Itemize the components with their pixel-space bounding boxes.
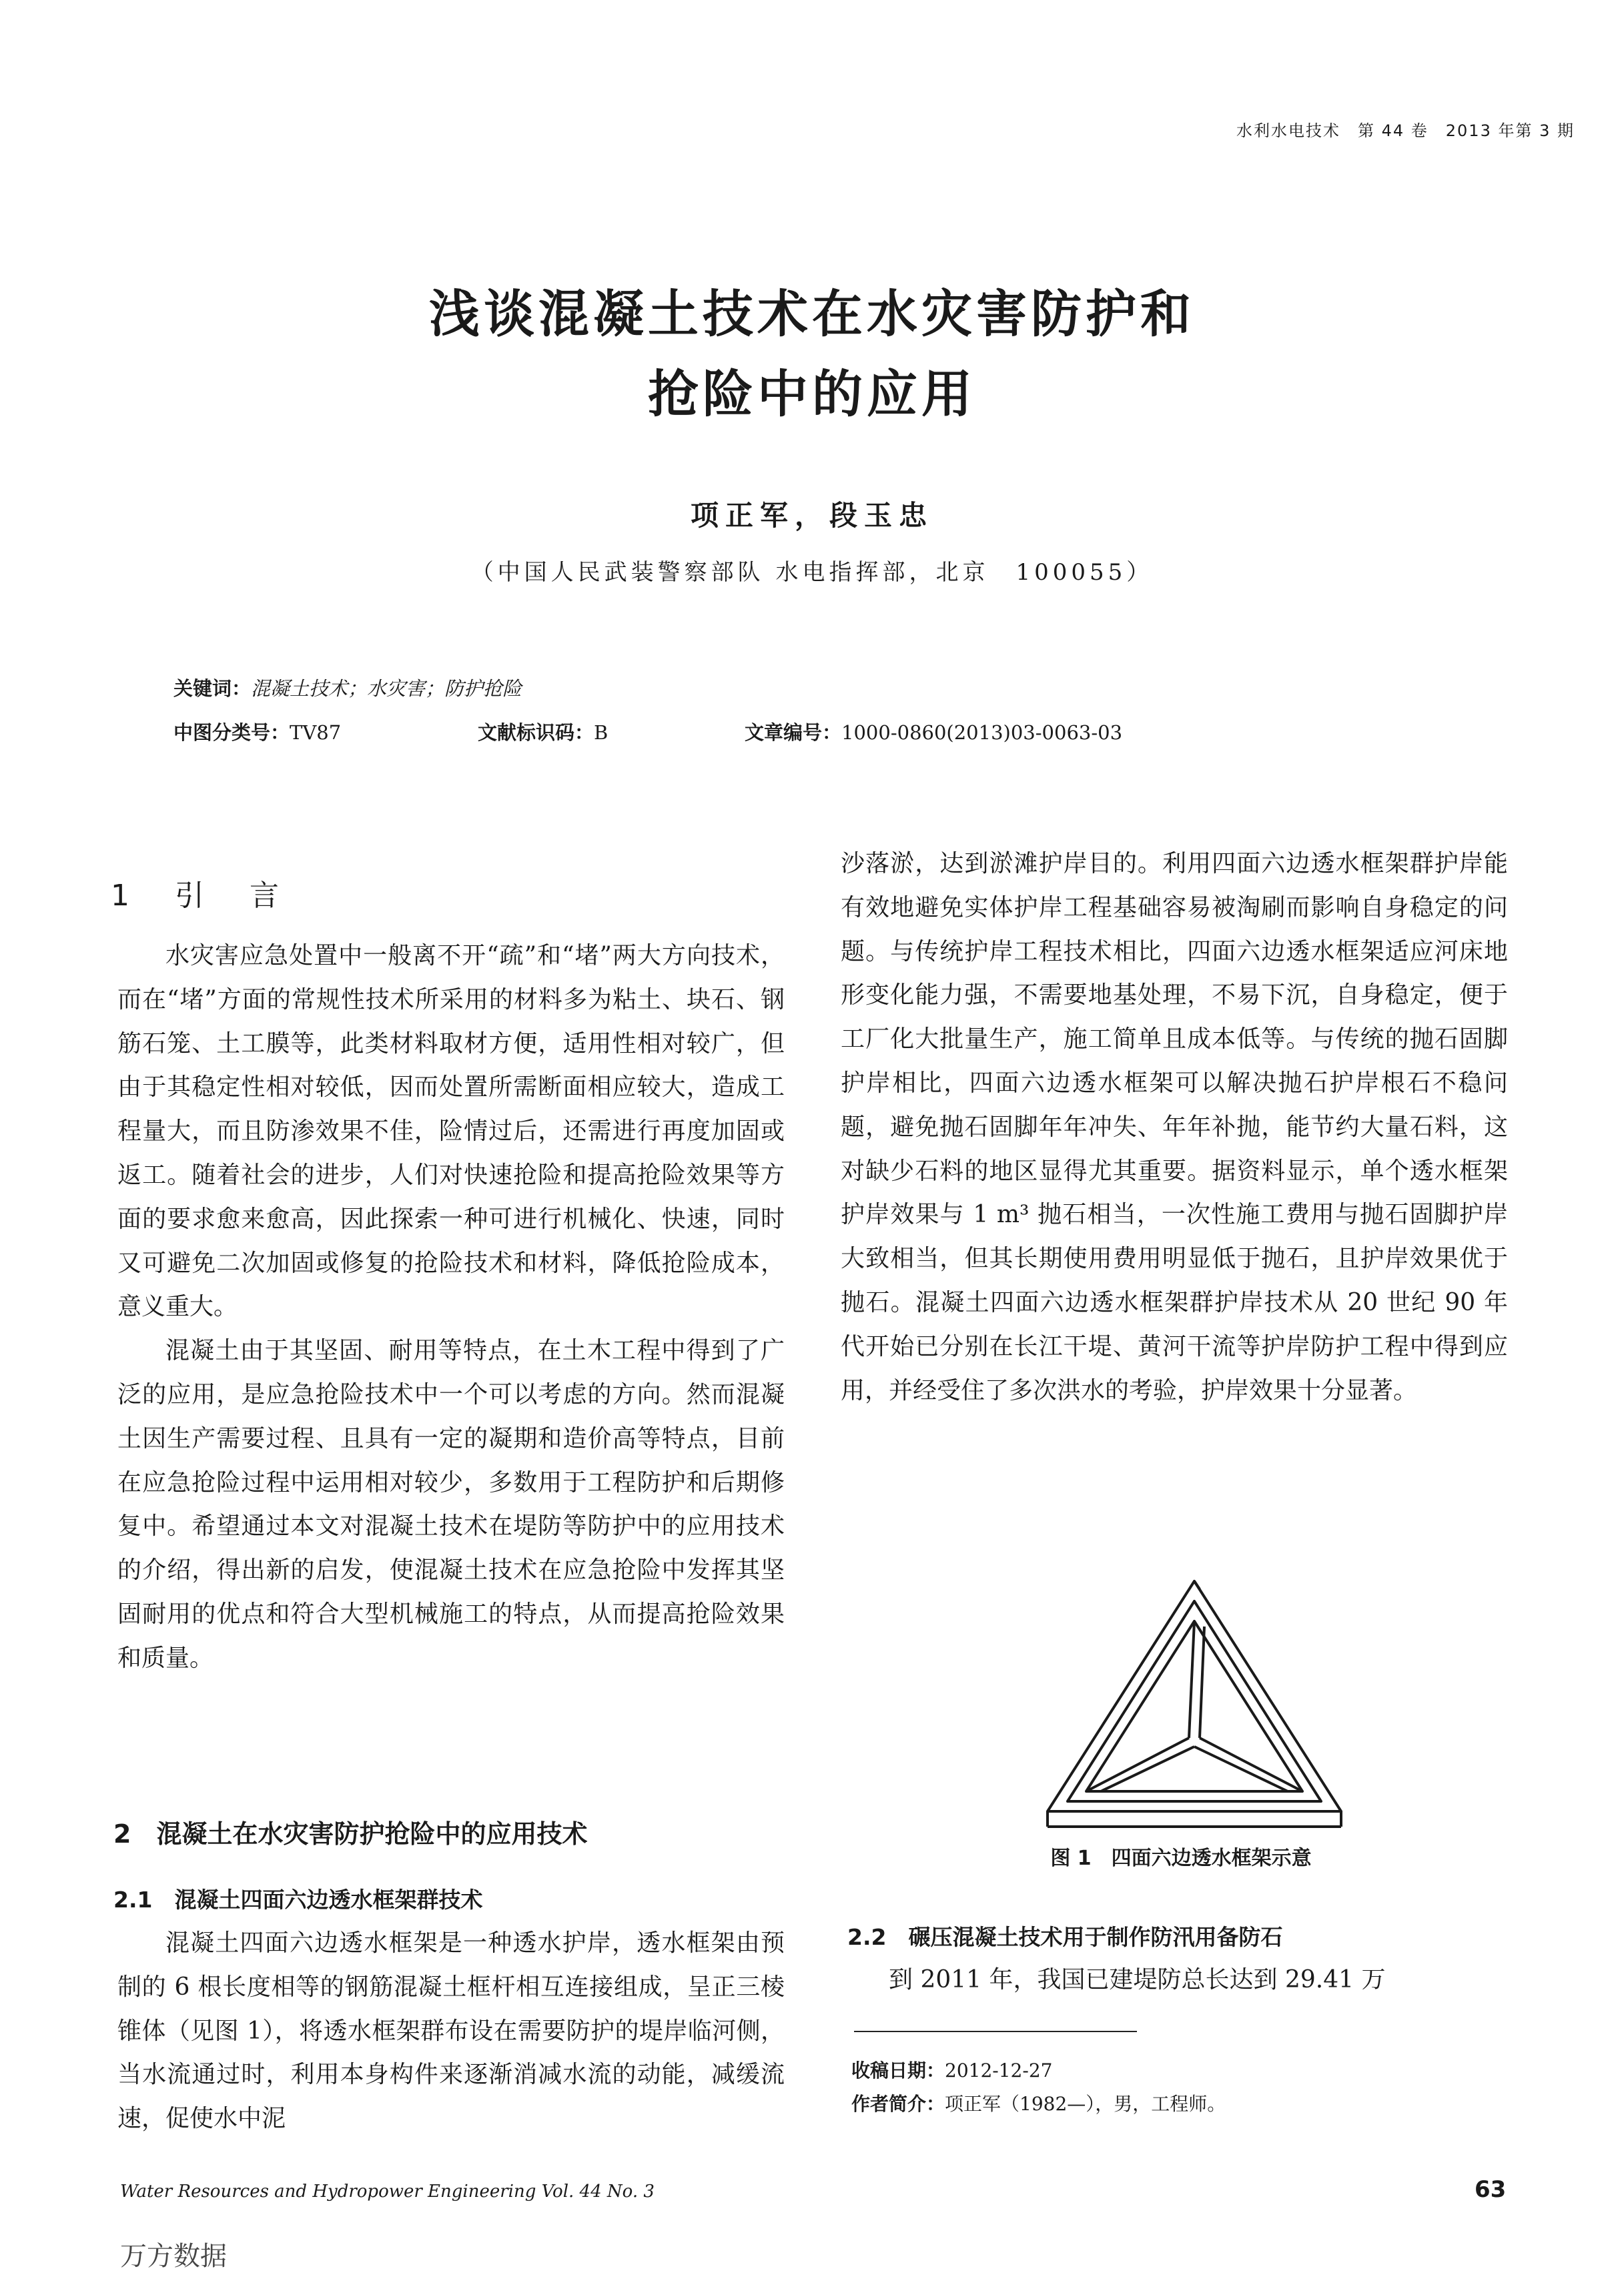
section-2-heading: 2 混凝土在水灾害防护抢险中的应用技术 (113, 1819, 588, 1849)
doc-code: B (594, 721, 608, 744)
affiliation: （中国人民武装警察部队 水电指挥部，北京 100055） (470, 559, 1154, 586)
page-number: 63 (1475, 2176, 1507, 2203)
keywords-label: 关键词： (173, 677, 252, 700)
author-bio-label: 作者简介： (851, 2093, 945, 2115)
clc-line (173, 718, 341, 745)
clc-label: 中图分类号： (173, 721, 290, 744)
running-head: 水利水电技术 第 44 卷 2013 年第 3 期 (1236, 121, 1575, 140)
paragraph-2-1: 混凝土四面六边透水框架是一种透水护岸，透水框架由预制的 6 根长度相等的钢筋混凝土框杆相互连接组成，呈正三棱锥体（见图 1），将透水框架群布设在需要防护的堤岸临河侧，当水流通过时，利用本身构件来逐渐消减水流的动能，减缓流速，促使水中泥 (117, 1929, 785, 2133)
received-date-line (851, 2056, 1052, 2083)
section-2-2-heading: 2.2 碾压混凝土技术用于制作防汛用备防石 (847, 1924, 1283, 1950)
right-column-body (841, 842, 1508, 1412)
author-bio-line (851, 2090, 1226, 2116)
received-label: 收稿日期： (851, 2060, 945, 2082)
paragraph-intro-1: 水灾害应急处置中一般离不开“疏”和“堵”两大方向技术，而在“堵”方面的常规性技术所采用的材料多为粘土、块石、钢筋石笼、土工膜等，此类材料取材方便，适用性相对较广，但由于其稳定性相对较低，因而处置所需断面相应较大，造成工程量大，而且防渗效果不佳，险情过后，还需进行再度加固或返工。随着社会的进步，人们对快速抢险和提高抢险效果等方面的要求愈来愈高，因此探索一种可进行机械化、快速，同时又可避免二次加固或修复的抢险技术和材料，降低抢险成本，意义重大。 (117, 942, 785, 1321)
footnote-divider (854, 2031, 1137, 2032)
figure-1-tetrahedron-frame (1041, 1574, 1348, 1841)
article-number: 1000-0860(2013)03-0063-03 (841, 721, 1123, 744)
section-2-1-heading: 2.1 混凝土四面六边透水框架群技术 (113, 1887, 483, 1913)
article-number-label: 文章编号： (745, 721, 842, 744)
left-column-body-2 (117, 1921, 785, 2141)
article-number-line (745, 718, 1122, 745)
section-1-heading: 1 引 言 (111, 879, 287, 913)
doc-code-label: 文献标识码： (478, 721, 594, 744)
figure-1-caption: 图 1 四面六边透水框架示意 (1050, 1847, 1312, 1870)
author-bio: 项正军（1982—），男，工程师。 (945, 2093, 1226, 2115)
paragraph-intro-2: 混凝土由于其坚固、耐用等特点，在土木工程中得到了广泛的应用，是应急抢险技术中一个可以考虑的方向。然而混凝土因生产需要过程、且具有一定的凝期和造价高等特点，目前在应急抢险过程中运用相对较少，多数用于工程防护和后期修复中。希望通过本文对混凝土技术在堤防等防护中的应用技术的介绍，得出新的启发，使混凝土技术在应急抢险中发挥其坚固耐用的优点和符合大型机械施工的特点，从而提高抢险效果和质量。 (117, 1337, 785, 1672)
keywords: 混凝土技术；水灾害；防护抢险 (251, 677, 522, 700)
paragraph-2-1-continued: 沙落淤，达到淤滩护岸目的。利用四面六边透水框架群护岸能有效地避免实体护岸工程基础容易被淘刷而影响自身稳定的问题。与传统护岸工程技术相比，四面六边透水框架适应河床地形变化能力强，不需要地基处理，不易下沉，自身稳定，便于工厂化大批量生产，施工简单且成本低等。与传统的抛石固脚护岸相比，四面六边透水框架可以解决抛石护岸根石不稳问题，避免抛石固脚年年冲失、年年补抛，能节约大量石料，这对缺少石料的地区显得尤其重要。据资料显示，单个透水框架护岸效果与 1 m³ 抛石相当，一次性施工费用与抛石固脚护岸大致相当，但其长期使用费用明显低于抛石，且护岸效果优于抛石。混凝土四面六边透水框架群护岸技术从 20 世纪 90 年代开始已分别在长江干堤、黄河干流等护岸防护工程中得到应用，并经受住了多次洪水的考验，护岸效果十分显著。 (841, 850, 1508, 1404)
paper-title-line-2: 抢险中的应用 (648, 364, 976, 424)
source-watermark: 万方数据 (120, 2241, 227, 2272)
journal-footer: Water Resources and Hydropower Engineering Vol. 44 No. 3 (120, 2182, 655, 2202)
clc-number: TV87 (290, 721, 342, 744)
paper-title-line-1: 浅谈混凝土技术在水灾害防护和 (429, 284, 1195, 344)
keywords-line (173, 674, 522, 701)
authors: 项正军，段玉忠 (690, 499, 933, 532)
received-date: 2012-12-27 (945, 2060, 1053, 2082)
doc-code-line (478, 718, 608, 745)
right-column-body-2 (841, 1958, 1508, 2002)
left-column-body (117, 934, 785, 1681)
paragraph-2-2: 到 2011 年，我国已建堤防总长达到 29.41 万 (889, 1966, 1386, 1993)
